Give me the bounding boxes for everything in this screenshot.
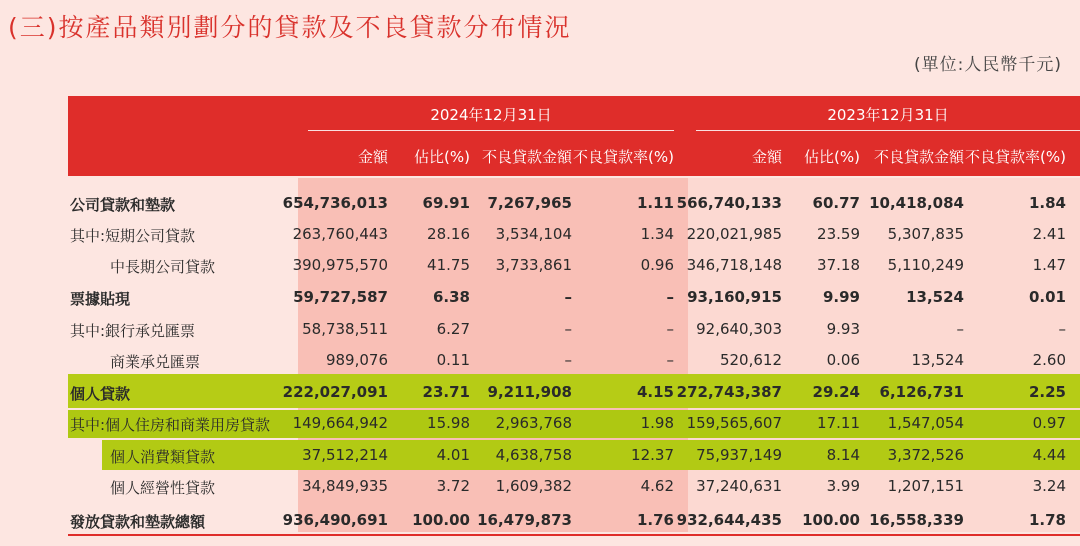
table-cell: 2.25 (1028, 383, 1066, 401)
row-label: 個人消費類貸款 (110, 448, 216, 466)
table-cell: 13,524 (906, 288, 964, 306)
row-label: 其中:短期公司貸款 (70, 227, 196, 245)
table-cell: 16,479,873 (477, 511, 572, 529)
table-cell: 0.11 (436, 351, 470, 369)
table-cell: 1,207,151 (887, 477, 964, 495)
table-cell: 15.98 (427, 414, 470, 432)
table-cell: 37,240,631 (696, 477, 782, 495)
table-cell: 3,534,104 (495, 225, 572, 243)
table-cell: 3.99 (826, 477, 860, 495)
table-cell: 59,727,587 (293, 288, 388, 306)
header-divider-2024 (308, 130, 674, 131)
table-cell: 932,644,435 (676, 511, 782, 529)
table-cell: 13,524 (911, 351, 964, 369)
table-cell: 6,126,731 (879, 383, 964, 401)
table-bottom-rule (68, 534, 1080, 536)
table-cell: 3.72 (436, 477, 470, 495)
table-cell: 2.60 (1032, 351, 1066, 369)
table-cell: – (1058, 320, 1066, 338)
table-cell: 1,609,382 (495, 477, 572, 495)
table-cell: 566,740,133 (676, 194, 782, 212)
row-label: 公司貸款和墊款 (70, 196, 176, 214)
table-row (68, 282, 1080, 312)
table-cell: 5,110,249 (887, 256, 964, 274)
col-npl-amount-2024: 不良貸款金額 (481, 148, 572, 166)
table-cell: 100.00 (802, 511, 860, 529)
row-label: 發放貸款和墊款總額 (70, 513, 206, 531)
table-cell: 263,760,443 (292, 225, 388, 243)
table-cell: 159,565,607 (686, 414, 782, 432)
row-label: 其中:個人住房和商業用房貸款 (70, 416, 271, 434)
col-npl-ratio-2024: 不良貸款率(%) (573, 148, 674, 166)
table-cell: 60.77 (812, 194, 860, 212)
table-row (68, 188, 1080, 218)
table-row (68, 314, 1080, 344)
table-cell: 654,736,013 (282, 194, 388, 212)
table-cell: 0.97 (1032, 414, 1066, 432)
table-cell: 4,638,758 (495, 446, 572, 464)
table-cell: 28.16 (427, 225, 470, 243)
table-cell: 1.78 (1028, 511, 1066, 529)
table-cell: 1.98 (640, 414, 674, 432)
table-cell: 936,490,691 (282, 511, 388, 529)
col-amount-2023: 金額 (751, 148, 782, 166)
table-row (68, 471, 1080, 501)
table-cell: 37.18 (817, 256, 860, 274)
table-cell: 37,512,214 (302, 446, 388, 464)
table-row (68, 250, 1080, 280)
table-cell: 0.01 (1028, 288, 1066, 306)
table-cell: – (956, 320, 964, 338)
col-amount-2024: 金額 (357, 148, 388, 166)
section-title: (三)按產品類別劃分的貸款及不良貸款分布情況 (8, 13, 572, 42)
row-label: 商業承兑匯票 (110, 353, 201, 371)
col-share-2023: 佔比(%) (804, 148, 860, 166)
table-header (68, 96, 1080, 176)
table-cell: 100.00 (412, 511, 470, 529)
table-cell: 1.11 (636, 194, 674, 212)
table-cell: 69.91 (422, 194, 470, 212)
table-cell: 1.76 (636, 511, 674, 529)
table-cell: 93,160,915 (687, 288, 782, 306)
table-cell: 1.84 (1028, 194, 1066, 212)
table-cell: 149,664,942 (292, 414, 388, 432)
col-npl-amount-2023: 不良貸款金額 (873, 148, 964, 166)
table-cell: 9.99 (822, 288, 860, 306)
row-label: 中長期公司貸款 (110, 258, 216, 276)
table-row (68, 505, 1080, 535)
table-cell: – (666, 288, 674, 306)
table-cell: 3.24 (1032, 477, 1066, 495)
table-cell: 346,718,148 (686, 256, 782, 274)
table-cell: 9.93 (826, 320, 860, 338)
table-cell: 0.06 (826, 351, 860, 369)
table-cell: 390,975,570 (292, 256, 388, 274)
table-cell: 41.75 (427, 256, 470, 274)
row-label: 個人經營性貸款 (110, 479, 216, 497)
table-cell: 23.59 (817, 225, 860, 243)
row-label: 其中:銀行承兑匯票 (70, 322, 196, 340)
table-cell: 520,612 (719, 351, 782, 369)
table-cell: 4.62 (640, 477, 674, 495)
table-cell: 2,963,768 (495, 414, 572, 432)
table-cell: 0.96 (640, 256, 674, 274)
table-cell: – (564, 351, 572, 369)
table-cell: 989,076 (325, 351, 388, 369)
table-cell: 4.01 (436, 446, 470, 464)
table-row (68, 440, 1080, 470)
header-year-2023: 2023年12月31日 (827, 106, 949, 124)
table-cell: 8.14 (826, 446, 860, 464)
table-cell: 9,211,908 (487, 383, 572, 401)
table-cell: – (564, 288, 572, 306)
table-cell: – (666, 351, 674, 369)
table-cell: 29.24 (812, 383, 860, 401)
table-cell: 3,372,526 (887, 446, 964, 464)
table-row (68, 345, 1080, 375)
col-npl-ratio-2023: 不良貸款率(%) (965, 148, 1066, 166)
table-cell: 7,267,965 (487, 194, 572, 212)
table-cell: 34,849,935 (302, 477, 388, 495)
table-row (68, 219, 1080, 249)
table-cell: 4.15 (636, 383, 674, 401)
table-cell: 6.27 (436, 320, 470, 338)
table-row (68, 377, 1080, 407)
header-divider-2023 (696, 130, 1080, 131)
row-label: 個人貸款 (70, 385, 131, 403)
table-cell: 5,307,835 (887, 225, 964, 243)
table-cell: 1.47 (1032, 256, 1066, 274)
table-cell: 6.38 (432, 288, 470, 306)
unit-label: (單位:人民幣千元) (914, 55, 1062, 75)
table-cell: 23.71 (422, 383, 470, 401)
table-cell: 220,021,985 (686, 225, 782, 243)
table-cell: 58,738,511 (302, 320, 388, 338)
table-cell: 3,733,861 (495, 256, 572, 274)
table-cell: 272,743,387 (676, 383, 782, 401)
table-cell: 75,937,149 (696, 446, 782, 464)
table-cell: 17.11 (817, 414, 860, 432)
table-cell: 1.34 (640, 225, 674, 243)
row-label: 票據貼現 (70, 290, 131, 308)
table-cell: 1,547,054 (887, 414, 964, 432)
table-cell: 92,640,303 (696, 320, 782, 338)
table-cell: 2.41 (1032, 225, 1066, 243)
table-cell: 16,558,339 (869, 511, 964, 529)
table-cell: – (666, 320, 674, 338)
header-year-2024: 2024年12月31日 (430, 106, 552, 124)
table-cell: 4.44 (1032, 446, 1066, 464)
table-cell: 10,418,084 (869, 194, 964, 212)
table-cell: – (564, 320, 572, 338)
table-cell: 12.37 (631, 446, 674, 464)
table-cell: 222,027,091 (282, 383, 388, 401)
col-share-2024: 佔比(%) (414, 148, 470, 166)
table-row (68, 408, 1080, 438)
